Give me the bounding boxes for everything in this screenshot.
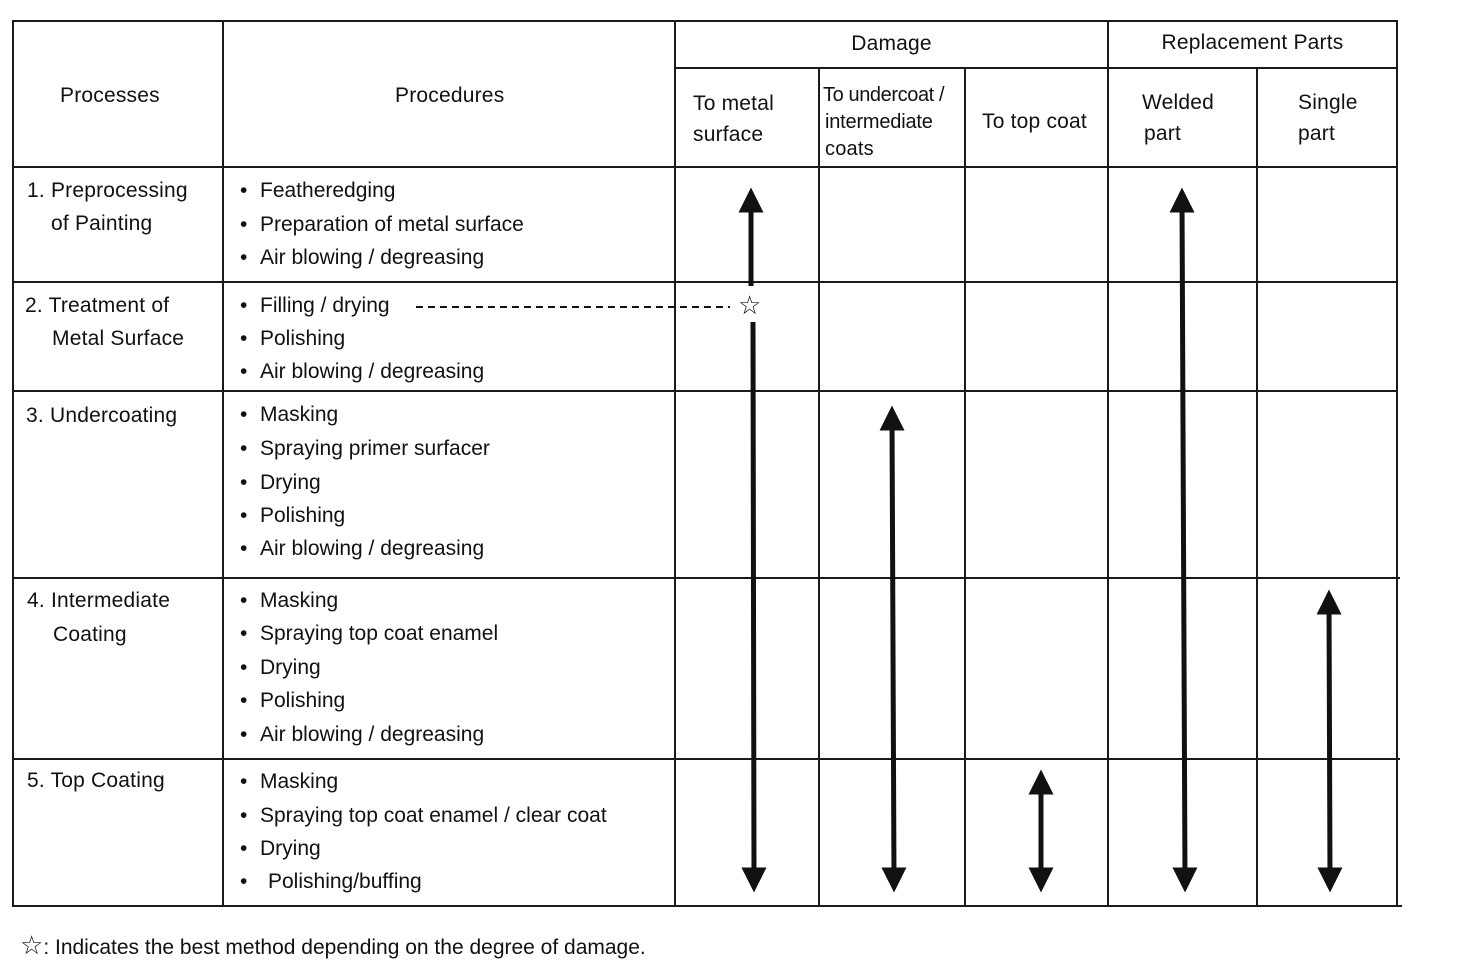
procedure-text: Spraying top coat enamel / clear coat bbox=[260, 804, 607, 827]
star-icon: ☆ bbox=[20, 930, 44, 960]
header-to-metal-line1: To metal bbox=[693, 92, 774, 115]
bullet: • bbox=[240, 723, 248, 746]
bullet: • bbox=[240, 213, 248, 236]
bullet: • bbox=[240, 837, 248, 860]
procedure-text: Polishing bbox=[260, 327, 346, 350]
procedure-text: Air blowing / degreasing bbox=[260, 360, 485, 383]
procedure-text: Masking bbox=[260, 589, 339, 612]
row3-process-line1: 3. Undercoating bbox=[26, 404, 178, 427]
row2-process-line2: Metal Surface bbox=[52, 327, 185, 350]
procedure-text: Preparation of metal surface bbox=[260, 213, 524, 236]
footnote bbox=[20, 930, 646, 961]
header-welded-line2: part bbox=[1144, 122, 1181, 145]
bullet: • bbox=[240, 360, 248, 383]
bullet: • bbox=[240, 504, 248, 527]
bullet: • bbox=[240, 689, 248, 712]
header-welded-line1: Welded bbox=[1142, 91, 1215, 114]
bullet: • bbox=[240, 870, 248, 893]
procedure-text: Filling / drying bbox=[260, 294, 390, 317]
bullet: • bbox=[240, 770, 248, 793]
header-procedures: Procedures bbox=[395, 84, 505, 107]
bullet: • bbox=[240, 327, 248, 350]
procedure-text: Air blowing / degreasing bbox=[260, 537, 485, 560]
footnote-text: : Indicates the best method depending on the degree of damage. bbox=[43, 936, 646, 959]
bullet: • bbox=[240, 537, 248, 560]
header-to-undercoat-line3: coats bbox=[825, 138, 874, 160]
header-to-undercoat-line2: intermediate bbox=[825, 111, 933, 133]
row4-process-line2: Coating bbox=[53, 623, 127, 646]
bullet: • bbox=[240, 622, 248, 645]
bullet: • bbox=[240, 589, 248, 612]
row5-process-line1: 5. Top Coating bbox=[27, 769, 165, 792]
row1-process-line1: 1. Preprocessing bbox=[27, 179, 188, 202]
procedure-text: Spraying top coat enamel bbox=[260, 622, 499, 645]
header-single-line2: part bbox=[1298, 122, 1335, 145]
header-single-line1: Single bbox=[1298, 91, 1358, 114]
arrow-welded-part bbox=[1182, 200, 1185, 880]
header-to-metal-line2: surface bbox=[693, 123, 764, 146]
star-icon: ☆ bbox=[738, 290, 762, 320]
procedure-text: Masking bbox=[260, 770, 339, 793]
procedure-text: Drying bbox=[260, 656, 321, 679]
header-processes: Processes bbox=[60, 84, 160, 107]
procedure-text: Drying bbox=[260, 471, 321, 494]
bullet: • bbox=[240, 294, 248, 317]
header-to-top-coat: To top coat bbox=[982, 110, 1087, 133]
row2-process-line1: 2. Treatment of bbox=[25, 294, 170, 317]
arrow-metal-lower bbox=[753, 322, 754, 880]
row1-process-line2: of Painting bbox=[51, 212, 153, 235]
procedure-text: Polishing bbox=[260, 504, 346, 527]
arrow-undercoat bbox=[892, 418, 894, 880]
bullet: • bbox=[240, 804, 248, 827]
bullet: • bbox=[240, 656, 248, 679]
row4-process-line1: 4. Intermediate bbox=[27, 589, 171, 612]
procedure-text: Spraying primer surfacer bbox=[260, 437, 490, 460]
procedure-text: Air blowing / degreasing bbox=[260, 723, 485, 746]
procedure-text: Drying bbox=[260, 837, 321, 860]
bullet: • bbox=[240, 437, 248, 460]
procedure-text: Air blowing / degreasing bbox=[260, 246, 485, 269]
bullet: • bbox=[240, 471, 248, 494]
procedure-text: Masking bbox=[260, 403, 339, 426]
header-damage: Damage bbox=[851, 32, 932, 55]
procedure-text: Polishing bbox=[260, 689, 346, 712]
procedure-text: Featheredging bbox=[260, 179, 396, 202]
bullet: • bbox=[240, 246, 248, 269]
bullet: • bbox=[240, 179, 248, 202]
procedure-text: Polishing/buffing bbox=[268, 870, 422, 893]
arrow-single-part bbox=[1329, 602, 1330, 880]
header-replacement-parts: Replacement Parts bbox=[1161, 31, 1344, 54]
bullet: • bbox=[240, 403, 248, 426]
header-to-undercoat-line1: To undercoat / bbox=[823, 84, 945, 106]
